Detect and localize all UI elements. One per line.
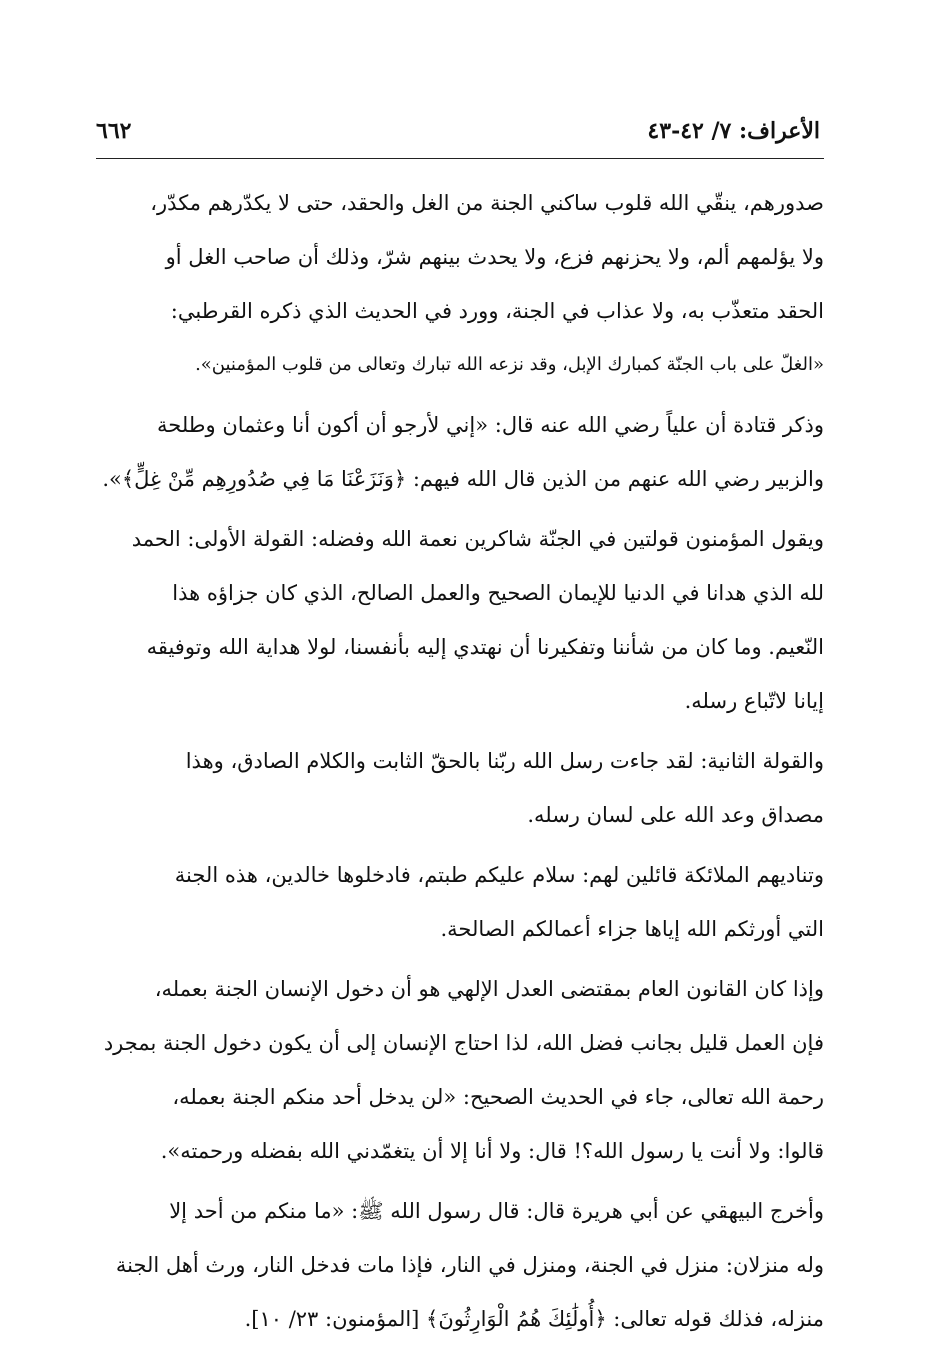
text-line: التي أورثكم الله إياها جزاء أعمالكم الصالحة. [440,917,824,941]
text-line: وله منزلان: منزل في الجنة، ومنزل في النار، فإذا مات فدخل النار، ورث أهل الجنة [115,1253,824,1277]
text-line: وأخرج البيهقي عن أبي هريرة قال: قال رسول الله ﷺ: «ما منكم من أحد إلا [169,1199,824,1223]
page-body [96,176,824,1346]
text-line: مصداق وعد الله على لسان رسله. [527,803,824,827]
page-header [96,118,820,152]
paragraph [96,176,824,392]
text-line: وإذا كان القانون العام بمقتضى العدل الإلهي هو أن دخول الإنسان الجنة بعمله، [154,977,824,1001]
text-line: والقولة الثانية: لقد جاءت رسل الله ربّنا بالحقّ الثابت والكلام الصادق، وهذا [185,749,824,773]
text-line: لله الذي هدانا في الدنيا للإيمان الصحيح والعمل الصالح، الذي كان جزاؤه هذا [172,581,824,605]
paragraph [96,398,824,506]
hadith-line: «الغلّ على باب الجنّة كمبارك الإبل، وقد نزعه الله تبارك وتعالى من قلوب المؤمنين». [195,354,824,375]
paragraph [96,1184,824,1346]
text-line: النّعيم. وما كان من شأننا وتفكيرنا أن نهتدي إليه بأنفسنا، لولا هداية الله وتوفيقه [146,635,824,659]
text-line: رحمة الله تعالى، جاء في الحديث الصحيح: «لن يدخل أحد منكم الجنة بعمله، [172,1085,824,1109]
text-line: ولا يؤلمهم ألم، ولا يحزنهم فزع، ولا يحدث بينهم شرّ، وذلك أن صاحب الغل أو [165,245,824,269]
paragraph [96,734,824,842]
text-line: صدورهم، ينقّي الله قلوب ساكني الجنة من الغل والحقد، حتى لا يكدّرهم مكدّر، [150,191,824,215]
text-line: وتناديهم الملائكة قائلين لهم: سلام عليكم طبتم، فادخلوها خالدين، هذه الجنة [174,863,824,887]
text-line: قالوا: ولا أنت يا رسول الله؟! قال: ولا أنا إلا أن يتغمّدني الله بفضله ورحمته». [160,1139,824,1163]
text-line: فإن العمل قليل بجانب فضل الله، لذا احتاج الإنسان إلى أن يكون دخول الجنة بمجرد [103,1031,824,1055]
text-line: وذكر قتادة أن علياً رضي الله عنه قال: «إني لأرجو أن أكون أنا وعثمان وطلحة [157,413,824,437]
paragraph [96,962,824,1178]
running-head: الأعراف: ٧/ ٤٢-٤٣ [647,118,820,144]
header-rule [96,158,824,159]
text-line: الحقد متعذّب به، ولا عذاب في الجنة، وورد في الحديث الذي ذكره القرطبي: [170,299,824,323]
text-line: والزبير رضي الله عنهم من الذين قال الله فيهم: ﴿وَنَزَعْنَا مَا فِي صُدُورِهِم مِّنْ غِلٍّ﴾». [102,467,824,491]
page-number: ٦٦٢ [96,118,132,144]
paragraph [96,848,824,956]
text-line: ويقول المؤمنون قولتين في الجنّة شاكرين نعمة الله وفضله: القولة الأولى: الحمد [131,527,824,551]
text-line: إيانا لاتّباع رسله. [684,689,824,713]
text-line: منزله، فذلك قوله تعالى: ﴿أُولَٰئِكَ هُمُ الْوَارِثُونَ﴾ [المؤمنون: ٢٣/ ١٠]. [244,1307,824,1331]
paragraph [96,512,824,728]
